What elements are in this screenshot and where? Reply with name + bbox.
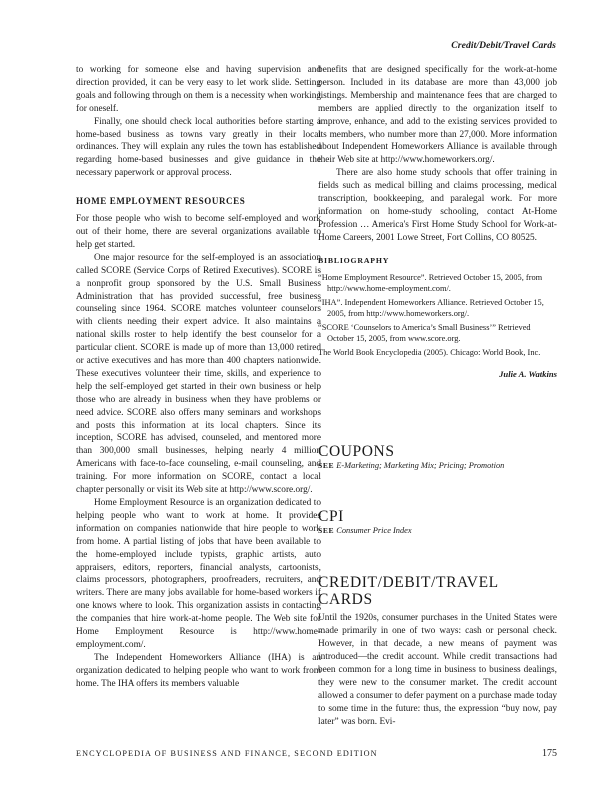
cross-reference: Consumer Price Index: [336, 526, 412, 536]
right-column: [318, 64, 557, 728]
page-footer: [76, 749, 557, 758]
see-also: [318, 460, 557, 473]
running-head: Credit/Debit/Travel Cards: [451, 40, 556, 51]
see-label: SEE: [318, 460, 335, 470]
paragraph: For those people who wish to become self-employed and work out of their home, there are several organizations available to help get started.: [76, 214, 321, 250]
page-number: 175: [542, 748, 557, 759]
paragraph: to working for someone else and having supervision and direction provided, it can be very easy to let work slide. Setting goals and following through on them is a necessity when working for oneself.: [76, 65, 321, 114]
paragraph: Finally, one should check local authorities before starting a home-based business as towns vary greatly in their local ordinances. They will explain any rules the town has established regarding home-based businesses and give guidance in the necessary paperwork or approval process.: [76, 116, 321, 179]
entry-title-credit-cards: [318, 574, 557, 608]
bibliography-entry: The World Book Encyclopedia (2005). Chicago: World Book, Inc.: [318, 347, 541, 357]
see-label: SEE: [318, 526, 335, 536]
entry-title-cpi: CPI: [318, 508, 344, 526]
bibliography-entry: “Home Employment Resource”. Retrieved October 15, 2005, from http://www.home-employment.com/.: [318, 272, 543, 293]
book-title: ENCYCLOPEDIA OF BUSINESS AND FINANCE, SECOND EDITION: [76, 749, 378, 758]
paragraph: The Independent Homeworkers Alliance (IHA) is an organization dedicated to helping people who want to work from home. The IHA offers its members valuable: [76, 652, 321, 689]
see-also: [318, 525, 557, 538]
paragraph: There are also home study schools that offer training in fields such as medical billing and claims processing, medical transcription, bookkeeping, and paralegal work. For more information on home-study schooling, contact At-Home Profession … America's First Home Study School for Work-at-Home Careers, 2001 Lowe Street, Fort Collins, CO 80525.: [318, 168, 557, 243]
paragraph: One major resource for the self-employed is an association called SCORE (Service Corps of Retired Executives). SCORE is a nonprofit group sponsored by the U.S. Small Business Administration that has provided successful, free business counseling since 1964. SCORE matches volunteer counselors with clients needing their expert advice. It also maintains a national skills roster to help identify the best counselor for a particular client. SCORE is made up of more than 13,000 retired or active executives and has more than 400 chapters nationwide. These executives volunteer their time, skills, and experience to help the self-employed get started in their own business or help those who are already in business when they have problems or need advice. SCORE also offers many seminars and workshops and posts this information at its local chapters. Since its inception, SCORE has advised, counseled, and mentored more than 300,000 small businesses, helping nearly 4 million Americans with face-to-face counseling, e-mail counseling, and training. For more information on SCORE, contact a local chapter personally or visit its Web site at http://www.score.org/.: [76, 252, 321, 496]
bibliography-heading: BIBLIOGRAPHY: [318, 255, 390, 265]
entry-title-line: CARDS: [318, 591, 373, 609]
entry-title-coupons: COUPONS: [318, 442, 395, 460]
section-heading: HOME EMPLOYMENT RESOURCES: [76, 196, 246, 207]
paragraph: Home Employment Resource is an organization dedicated to helping people who want to work at home. It provides information on companies nationwide that hire people to work from home. A partial listing of jobs that have been available to the home-employed include typists, graphic artists, auto appraisers, editors, reporters, financial analysts, cartoonists, claims processors, photographers, proofreaders, recruiters, and writers. There are many jobs available for home-based workers if one knows where to look. This organization assists in contacting the companies that hire work-at-home people. The Web site for Home Employment Resource is http://www.home-employment.com/.: [76, 498, 321, 650]
author-signature: Julie A. Watkins: [499, 368, 557, 379]
entry-title-line: CREDIT/DEBIT/TRAVEL: [318, 574, 499, 592]
bibliography-entry: “SCORE ‘Counselors to America’s Small Business’” Retrieved October 15, 2005, from www.score.org.: [318, 322, 531, 343]
left-column: [76, 64, 321, 691]
paragraph: Until the 1920s, consumer purchases in the United States were made primarily in one of two ways: cash or personal check. However, in that decade, a new means of payment was introduced—the credit account. While credit transactions had been common for a long time in business to business dealings, they were new to the consumer market. The credit account allowed a consumer to defer payment on a purchase made today to some time in the future: thus, the expression “buy now, pay later” was born. Evi-: [318, 613, 557, 727]
cross-reference: E-Marketing; Marketing Mix; Pricing; Promotion: [336, 460, 505, 470]
bibliography-list: [318, 272, 557, 358]
paragraph: benefits that are designed specifically for the work-at-home person. Included in its database are more than 43,000 job listings. Membership and maintenance fees that are charged to members are applied directly to the organization itself to improve, enhance, and add to the existing services provided to its members, who number more than 27,000. More information about Independent Homeworkers Alliance is available through their Web site at http://www.homeworkers.org/.: [318, 65, 557, 166]
bibliography-entry: “IHA”. Independent Homeworkers Alliance. Retrieved October 15, 2005, from http://www.homeworkers.org/.: [318, 297, 544, 318]
